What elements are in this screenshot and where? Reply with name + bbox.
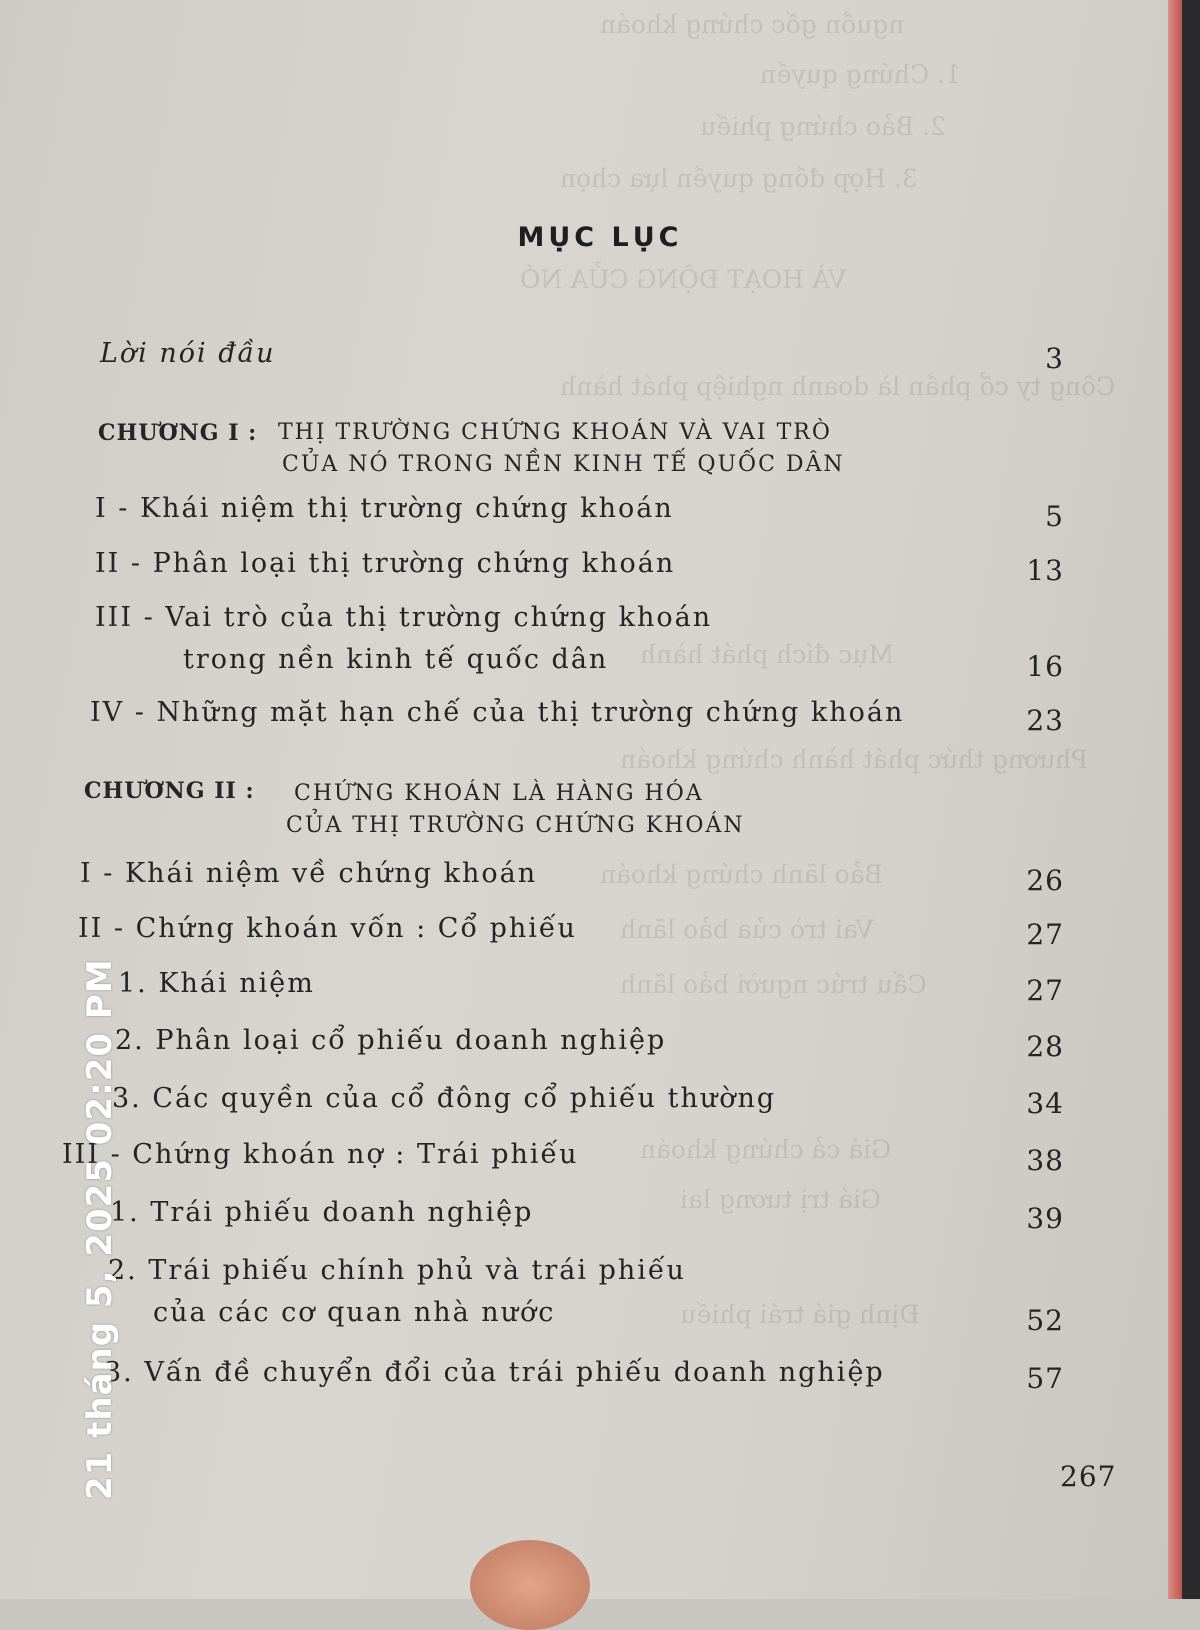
bleed-through-text: Công ty cổ phần là doanh nghiệp phát hành: [560, 372, 1116, 401]
toc-entry-page: 23: [1026, 704, 1064, 737]
toc-entry: 2. Phân loại cổ phiếu doanh nghiệp: [115, 1025, 667, 1056]
toc-entry: I - Khái niệm thị trường chứng khoán: [95, 493, 674, 524]
bleed-through-text: 1. Chứng quyền: [760, 60, 961, 89]
toc-entry: I - Khái niệm về chứng khoán: [80, 858, 538, 889]
bleed-through-text: VÀ HOẠT ĐỘNG CỦA NÓ: [520, 265, 847, 294]
toc-entry-page: 28: [1026, 1030, 1064, 1063]
photo-timestamp: 21 tháng 5, 2025 02:20 PM: [80, 958, 120, 1500]
finger-tip: [470, 1540, 590, 1630]
bleed-through-text: Giá trị tương lai: [680, 1185, 881, 1214]
chapter-title: THỊ TRƯỜNG CHỨNG KHOÁN VÀ VAI TRÒ: [278, 420, 832, 445]
page-title: MỤC LỤC: [517, 222, 683, 253]
preface-page: 3: [1045, 342, 1064, 375]
toc-entry: 1. Trái phiếu doanh nghiệp: [110, 1197, 534, 1228]
toc-entry: 2. Trái phiếu chính phủ và trái phiếu: [108, 1255, 686, 1286]
toc-entry: 1. Khái niệm: [118, 968, 315, 999]
bleed-through-text: Giá cả chứng khoán: [640, 1135, 892, 1164]
toc-entry-page: 27: [1026, 974, 1064, 1007]
toc-entry-page: 38: [1026, 1144, 1064, 1177]
toc-entry: III - Vai trò của thị trường chứng khoán: [95, 602, 713, 633]
chapter-label: CHƯƠNG II :: [84, 778, 255, 804]
bleed-through-text: Mục đích phát hành: [640, 640, 894, 669]
page-number: 267: [1060, 1460, 1117, 1493]
toc-entry-page: 39: [1026, 1202, 1064, 1235]
chapter-label: CHƯƠNG I :: [98, 420, 258, 446]
toc-entry-page: 5: [1045, 500, 1064, 533]
toc-entry: III - Chứng khoán nợ : Trái phiếu: [62, 1139, 579, 1170]
bleed-through-text: Phương thức phát hành chứng khoán: [620, 745, 1089, 774]
bleed-through-text: Bảo lãnh chứng khoán: [600, 860, 883, 889]
toc-entry: IV - Những mặt hạn chế của thị trường chứng khoán: [90, 697, 905, 728]
toc-entry: 3. Các quyền của cổ đông cổ phiếu thường: [112, 1083, 777, 1114]
chapter-title: CỦA NÓ TRONG NỀN KINH TẾ QUỐC DÂN: [282, 452, 845, 477]
toc-entry: 3. Vấn đề chuyển đổi của trái phiếu doanh nghiệp: [104, 1357, 885, 1388]
bleed-through-text: Định giá trái phiếu: [680, 1300, 920, 1329]
chapter-title: CỦA THỊ TRƯỜNG CHỨNG KHOÁN: [286, 813, 745, 838]
bleed-through-text: Vai trò của bảo lãnh: [620, 915, 874, 944]
chapter-title: CHỨNG KHOÁN LÀ HÀNG HÓA: [294, 781, 704, 806]
toc-entry-continuation: của các cơ quan nhà nước: [153, 1297, 556, 1328]
toc-entry-continuation: trong nền kinh tế quốc dân: [183, 644, 609, 675]
toc-entry-page: 57: [1026, 1362, 1064, 1395]
toc-entry-page: 26: [1026, 864, 1064, 897]
bleed-through-text: 2. Bảo chứng phiếu: [700, 112, 946, 141]
toc-entry-page: 27: [1026, 918, 1064, 951]
toc-entry: II - Phân loại thị trường chứng khoán: [95, 548, 676, 579]
toc-entry-page: 34: [1026, 1087, 1064, 1120]
toc-entry: II - Chứng khoán vốn : Cổ phiếu: [78, 913, 577, 944]
bleed-through-text: 3. Hợp đồng quyền lựa chọn: [560, 164, 918, 193]
preface-label: Lời nói đầu: [100, 338, 276, 369]
bleed-through-text: Cấu trúc người bảo lãnh: [620, 970, 927, 999]
toc-entry-page: 52: [1026, 1304, 1064, 1337]
toc-entry-page: 13: [1026, 554, 1064, 587]
toc-entry-page: 16: [1026, 650, 1064, 683]
bleed-through-text: nguồn gốc chứng khoán: [600, 10, 905, 39]
